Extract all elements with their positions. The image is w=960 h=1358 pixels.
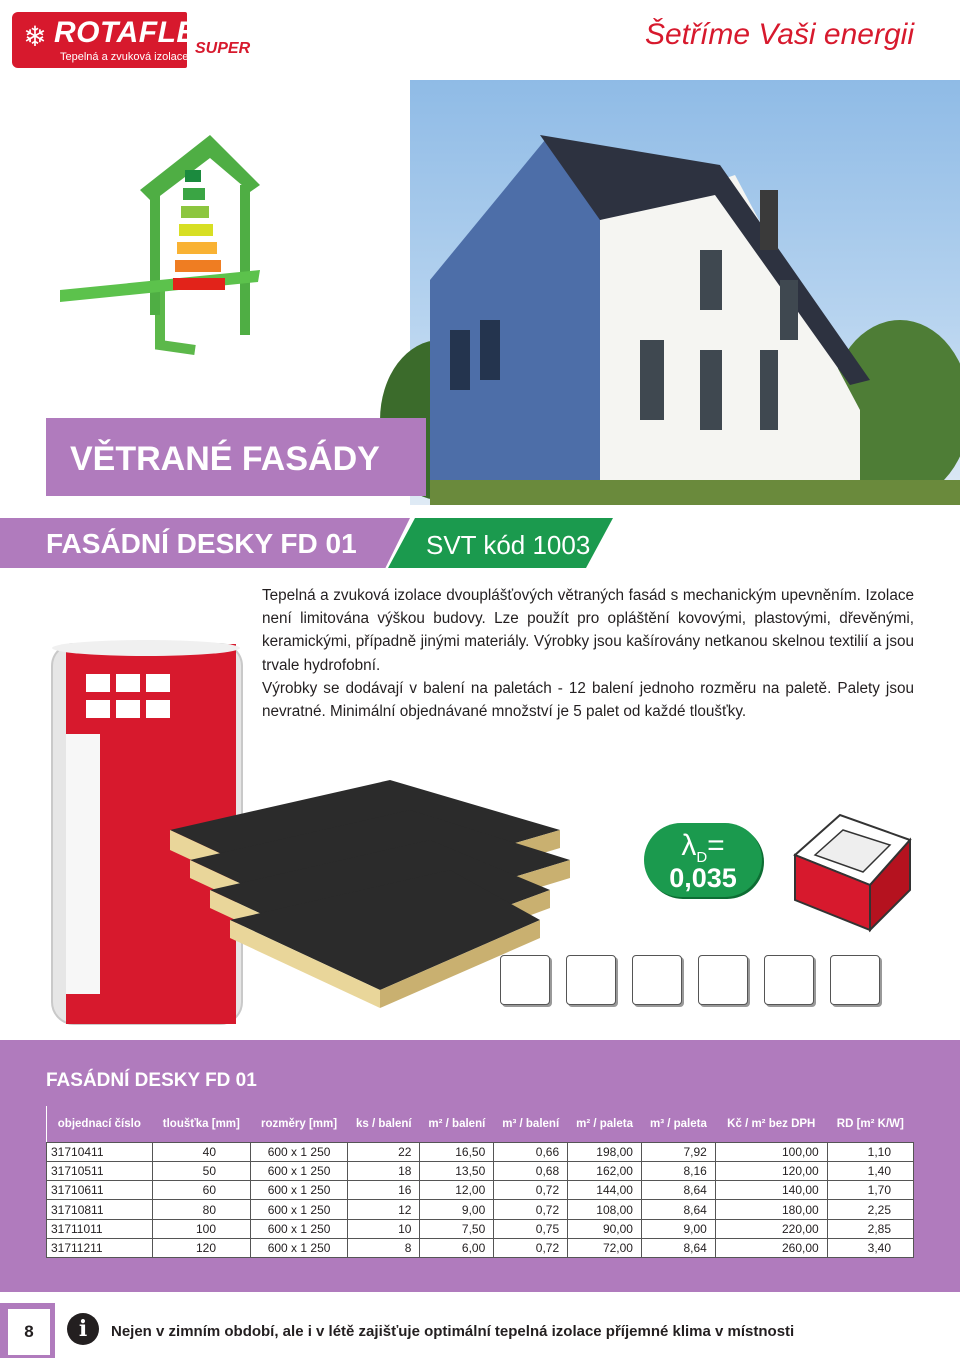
table-cell: 600 x 1 250 bbox=[251, 1219, 348, 1238]
product-band bbox=[0, 518, 960, 568]
table-cell: 7,92 bbox=[641, 1142, 715, 1161]
col-header: Kč / m² bez DPH bbox=[715, 1106, 827, 1142]
col-header: tloušťka [mm] bbox=[152, 1106, 250, 1142]
table-row bbox=[47, 1181, 914, 1200]
lambda-symbol: $\lambda_D=$ bbox=[681, 829, 725, 866]
table-cell: 31710611 bbox=[47, 1181, 153, 1200]
col-header: objednací číslo bbox=[47, 1106, 153, 1142]
logo-subtitle: Tepelná a zvuková izolace bbox=[60, 51, 189, 63]
lambda-value: 0,035 bbox=[669, 863, 737, 893]
table-cell: 12 bbox=[348, 1200, 420, 1219]
product-table-section bbox=[0, 1040, 960, 1292]
section-title: VĚTRANÉ FASÁDY bbox=[70, 440, 380, 478]
table-title: FASÁDNÍ DESKY FD 01 bbox=[46, 1070, 257, 1091]
table-cell: 1,70 bbox=[827, 1181, 913, 1200]
table-cell: 600 x 1 250 bbox=[251, 1181, 348, 1200]
col-header: RD [m² K/W] bbox=[827, 1106, 913, 1142]
table-cell: 198,00 bbox=[568, 1142, 642, 1161]
page-number: 8 bbox=[8, 1309, 50, 1355]
table-cell: 8,16 bbox=[641, 1161, 715, 1180]
table-cell: 120,00 bbox=[715, 1161, 827, 1180]
col-header: m² / balení bbox=[420, 1106, 494, 1142]
table-cell: 6,00 bbox=[420, 1238, 494, 1257]
table-cell: 100,00 bbox=[715, 1142, 827, 1161]
table-cell: 0,72 bbox=[494, 1181, 568, 1200]
logo-super: SUPER bbox=[195, 40, 251, 57]
table-cell: 80 bbox=[152, 1200, 250, 1219]
footer-bar bbox=[55, 1303, 960, 1358]
table-cell: 31711011 bbox=[47, 1219, 153, 1238]
table-cell: 3,40 bbox=[827, 1238, 913, 1257]
table-cell: 31710411 bbox=[47, 1142, 153, 1161]
table-cell: 100 bbox=[152, 1219, 250, 1238]
vacuum-icon bbox=[632, 955, 682, 1005]
table-cell: 600 x 1 250 bbox=[251, 1200, 348, 1219]
tagline: Šetříme Vaši energii bbox=[644, 18, 914, 51]
table-cell: 8,64 bbox=[641, 1181, 715, 1200]
table-cell: 0,75 bbox=[494, 1219, 568, 1238]
rotaflex-logo bbox=[12, 12, 251, 70]
table-cell: 22 bbox=[348, 1142, 420, 1161]
table-cell: 260,00 bbox=[715, 1238, 827, 1257]
table-cell: 12,00 bbox=[420, 1181, 494, 1200]
hero-section bbox=[0, 80, 960, 505]
energy-house-icon bbox=[60, 135, 260, 350]
table-cell: 10 bbox=[348, 1219, 420, 1238]
col-header: rozměry [mm] bbox=[251, 1106, 348, 1142]
info-icon: i bbox=[67, 1313, 99, 1345]
product-code: SVT kód 1003 bbox=[426, 530, 591, 560]
table-cell: 0,72 bbox=[494, 1238, 568, 1257]
col-header: m³ / paleta bbox=[641, 1106, 715, 1142]
description-paragraph-2: Výrobky se dodávají v balení na paletách - 12 balení jednoho rozměru na paletě. Palety jsou nevratné. Minimální objednávané množství je 5 palet od každé tloušťky. bbox=[262, 679, 914, 721]
table-cell: 0,66 bbox=[494, 1142, 568, 1161]
description-paragraph-1: Tepelná a zvuková izolace dvouplášťových větraných fasád s mechanickým upevněním. Izolace není limitována výškou budovy. Lze použít pro opláštění kovovými, plastovými, dřevěnými, keramickými, případně jinými materiály. Výrobky jsou kašírovány netkanou skelnou textilií a jsou trvale hydrofobní. bbox=[262, 587, 914, 674]
table-cell: 108,00 bbox=[568, 1200, 642, 1219]
table-cell: 144,00 bbox=[568, 1181, 642, 1200]
product-table bbox=[46, 1106, 914, 1258]
table-cell: 9,00 bbox=[420, 1200, 494, 1219]
table-cell: 18 bbox=[348, 1161, 420, 1180]
table-cell: 40 bbox=[152, 1142, 250, 1161]
table-cell: 162,00 bbox=[568, 1161, 642, 1180]
table-row bbox=[47, 1142, 914, 1161]
table-cell: 9,00 bbox=[641, 1219, 715, 1238]
table-row bbox=[47, 1200, 914, 1219]
footer bbox=[0, 1303, 960, 1358]
table-cell: 120 bbox=[152, 1238, 250, 1257]
table-cell: 0,72 bbox=[494, 1200, 568, 1219]
dust-bag-icon bbox=[764, 955, 814, 1005]
table-cell: 180,00 bbox=[715, 1200, 827, 1219]
table-cell: 50 bbox=[152, 1161, 250, 1180]
table-cell: 220,00 bbox=[715, 1219, 827, 1238]
table-cell: 140,00 bbox=[715, 1181, 827, 1200]
safety-icons bbox=[500, 955, 880, 1005]
table-cell: 2,85 bbox=[827, 1219, 913, 1238]
table-row bbox=[47, 1238, 914, 1257]
roof-insulation-icon bbox=[785, 800, 925, 940]
product-description bbox=[262, 584, 914, 723]
col-header: m² / paleta bbox=[568, 1106, 642, 1142]
table-cell: 600 x 1 250 bbox=[251, 1142, 348, 1161]
table-header-row bbox=[47, 1106, 914, 1142]
col-header: m³ / balení bbox=[494, 1106, 568, 1142]
table-cell: 31710811 bbox=[47, 1200, 153, 1219]
ventilation-icon bbox=[698, 955, 748, 1005]
table-cell: 31710511 bbox=[47, 1161, 153, 1180]
table-cell: 1,10 bbox=[827, 1142, 913, 1161]
section-title-band bbox=[46, 418, 426, 496]
goggles-icon bbox=[830, 955, 880, 1005]
lambda-badge bbox=[644, 823, 762, 897]
table-cell: 31711211 bbox=[47, 1238, 153, 1257]
table-cell: 8 bbox=[348, 1238, 420, 1257]
col-header: ks / balení bbox=[348, 1106, 420, 1142]
table-row bbox=[47, 1161, 914, 1180]
table-cell: 13,50 bbox=[420, 1161, 494, 1180]
table-cell: 0,68 bbox=[494, 1161, 568, 1180]
snowflake-icon: ❄ bbox=[23, 21, 47, 52]
table-cell: 7,50 bbox=[420, 1219, 494, 1238]
table-cell: 90,00 bbox=[568, 1219, 642, 1238]
footer-text: Nejen v zimním období, ale i v létě zajišťuje optimální tepelná izolace příjemné klima v místnosti bbox=[111, 1323, 795, 1340]
table-cell: 60 bbox=[152, 1181, 250, 1200]
table-row bbox=[47, 1219, 914, 1238]
logo-brand: ROTAFLEX bbox=[54, 16, 218, 49]
table-cell: 2,25 bbox=[827, 1200, 913, 1219]
table-cell: 600 x 1 250 bbox=[251, 1238, 348, 1257]
table-cell: 16,50 bbox=[420, 1142, 494, 1161]
protective-clothing-icon bbox=[500, 955, 550, 1005]
table-cell: 1,40 bbox=[827, 1161, 913, 1180]
table-cell: 72,00 bbox=[568, 1238, 642, 1257]
table-cell: 600 x 1 250 bbox=[251, 1161, 348, 1180]
table-cell: 16 bbox=[348, 1181, 420, 1200]
product-title: FASÁDNÍ DESKY FD 01 bbox=[46, 528, 357, 559]
table-cell: 8,64 bbox=[641, 1238, 715, 1257]
table-cell: 8,64 bbox=[641, 1200, 715, 1219]
wash-hands-icon bbox=[566, 955, 616, 1005]
